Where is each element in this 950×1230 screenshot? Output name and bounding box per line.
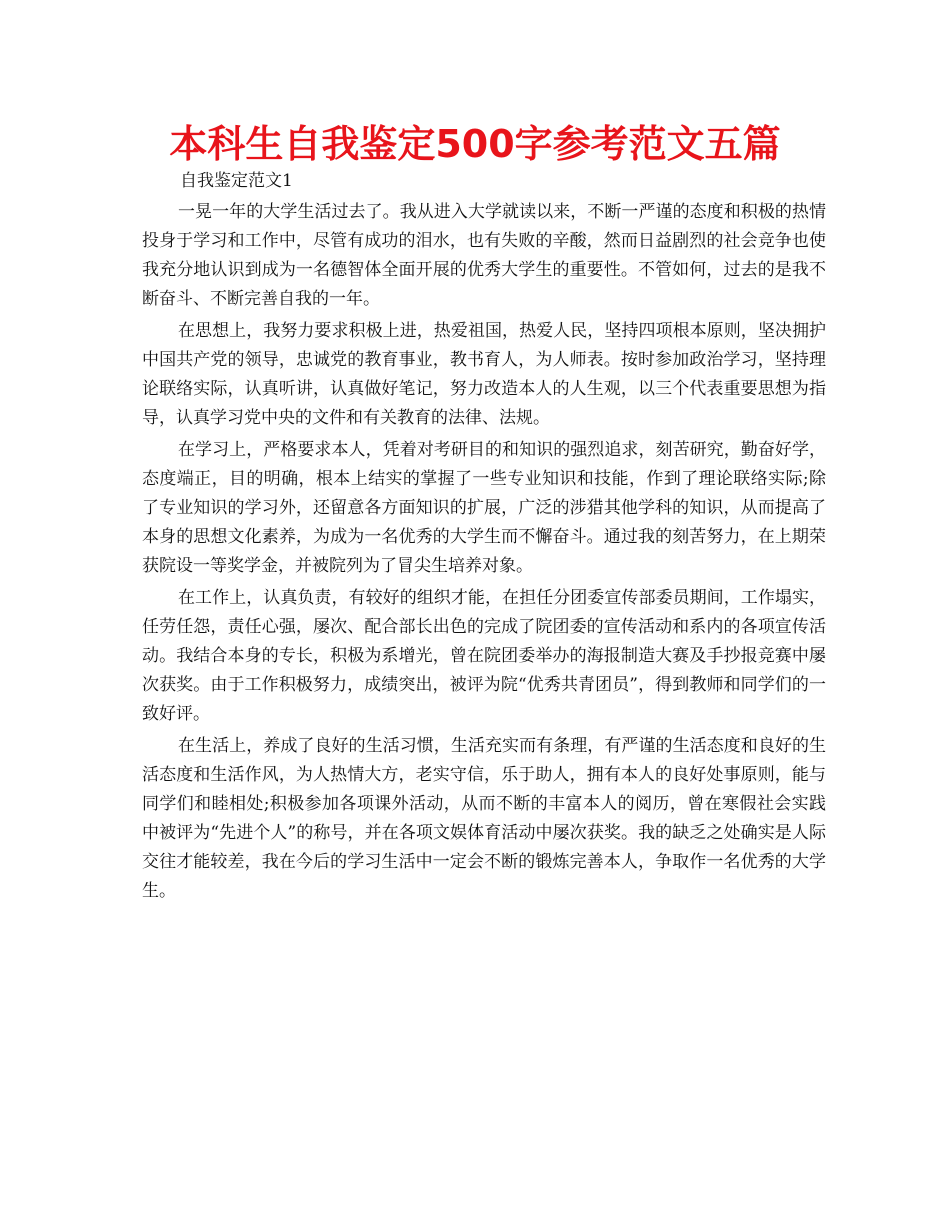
document-body [142, 198, 826, 909]
paragraph-4: 在工作上，认真负责，有较好的组织才能，在担任分团委宣传部委员期间，工作塌实，任劳任怨，责任心强，屡次、配合部长出色的完成了院团委的宣传活动和系内的各项宣传活动。我结合本身的专长，积极为系增光，曾在院团委举办的海报制造大赛及手抄报竞赛中屡次获奖。由于工作积极努力，成绩突出，被评为院“优秀共青团员”，得到教师和同学们的一致好评。 [142, 588, 826, 724]
paragraph-1: 一晃一年的大学生活过去了。我从进入大学就读以来，不断一严谨的态度和积极的热情投身于学习和工作中，尽管有成功的泪水，也有失败的辛酸，然而日益剧烈的社会竞争也使我充分地认识到成为一名德智体全面开展的优秀大学生的重要性。不管如何，过去的是我不断奋斗、不断完善自我的一年。 [142, 202, 826, 309]
document-title: 本科生自我鉴定500字参考范文五篇 [169, 122, 781, 166]
paragraph-3: 在学习上，严格要求本人，凭着对考研目的和知识的强烈追求，刻苦研究，勤奋好学，态度端正，目的明确，根本上结实的掌握了一些专业知识和技能，作到了理论联络实际;除了专业知识的学习外，还留意各方面知识的扩展，广泛的涉猎其他学科的知识，从而提高了本身的思想文化素养，为成为一名优秀的大学生而不懈奋斗。通过我的刻苦努力，在上期荣获院设一等奖学金，并被院列为了冒尖生培养对象。 [142, 440, 826, 576]
section-heading: 自我鉴定范文1 [180, 171, 293, 191]
paragraph-5: 在生活上，养成了良好的生活习惯，生活充实而有条理，有严谨的生活态度和良好的生活态度和生活作风，为人热情大方，老实守信，乐于助人，拥有本人的良好处事原则，能与同学们和睦相处;积极参加各项课外活动，从而不断的丰富本人的阅历，曾在寒假社会实践中被评为“先进个人”的称号，并在各项文娱体育活动中屡次获奖。我的缺乏之处确实是人际交往才能较差，我在今后的学习生活中一定会不断的锻炼完善本人，争取作一名优秀的大学生。 [142, 736, 826, 901]
paragraph-2: 在思想上，我努力要求积极上进，热爱祖国，热爱人民，坚持四项根本原则，坚决拥护中国共产党的领导，忠诚党的教育事业，教书育人，为人师表。按时参加政治学习，坚持理论联络实际，认真听讲，认真做好笔记，努力改造本人的人生观，以三个代表重要思想为指导，认真学习党中央的文件和有关教育的法律、法规。 [142, 321, 826, 428]
